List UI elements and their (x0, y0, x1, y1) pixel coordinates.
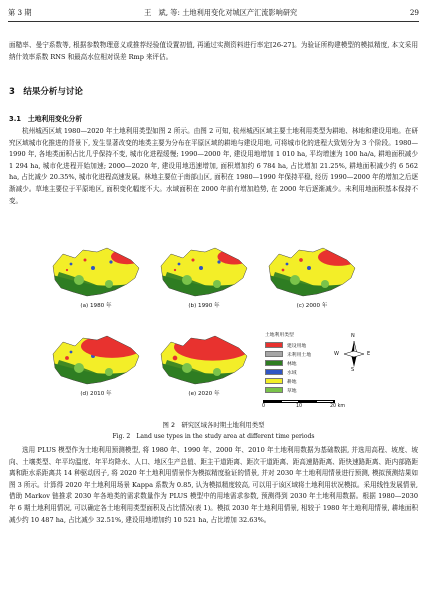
land-use-paragraph: 杭州城西区域 1980—2020 年土地利用类型如图 2 所示。由图 2 可知, 杭州城西区域主要土地利用类型为耕地、林地和建设用地。在研究区域城市化推进的背景下, 发生显著改变的地类主要为分布在平原区域的耕地与建设用地, 可将城市化的进程大致划分为 3 个阶段。1980—1990 年, 各地类面积占比几乎保持不变, 城市化进程缓慢; 1990—2000 年, 建设用地增加 1 010 ha, 平均增速为 100 ha/a, 耕地面积减少 1 294 ha, 城市化进程开始加速; 2000—2020 年, 建设用地迅速增加, 面积增加约 6 784 ha, 占比增加 21.25%, 耕地面积减少约 6 562 ha, 占比减少 20.35%, 城市化进程高速发展。林地主要位于南部山区, 面积在 1980—1990 年保持平稳, 经历 1990—2000 年的增加之后逐渐减少。草地主要位于平原地区, 面积变化幅度不大。水域面积在 2000 年前有增加趋势, 在 2000 年后逐渐减少。未利用地面积基本保持不变。 (9, 127, 418, 205)
land-use-map (49, 332, 143, 398)
journal-issue: 第 3 期 (8, 7, 32, 17)
page-header (8, 6, 419, 22)
figure-caption-en: Fig. 2 Land use types in the study area at different time periods (112, 433, 315, 440)
running-title: 王 斌, 等: 土地利用变化对城区产汇流影响研究 (144, 7, 298, 17)
map-graphic (157, 244, 251, 300)
map-label: (c) 2000 年 (296, 303, 328, 309)
legend-swatch (265, 351, 283, 357)
legend-label: 草地 (287, 388, 297, 394)
subsection-heading: 3.1 土地利用变化分析 (9, 115, 83, 123)
legend-item (265, 386, 325, 394)
legend-item (265, 359, 325, 367)
legend-swatch (265, 387, 283, 393)
land-use-map (157, 244, 251, 310)
intro-paragraph: 面糙率、曼宁系数等, 根据参数物理意义或推荐经验值设置初值, 再通过实测资料进行率定[26-27]。为验证所构建模型的模拟精度, 本文采用纳什效率系数 RNS 和最高水位相对误差 Rmp 来评估。 (9, 41, 418, 61)
legend-swatch (265, 369, 283, 375)
legend-swatch (265, 360, 283, 366)
map-label: (b) 1990 年 (188, 303, 220, 309)
land-use-map (157, 332, 251, 398)
legend (265, 331, 325, 395)
compass-n: N (351, 333, 355, 339)
legend-label: 建设用地 (287, 343, 307, 349)
scale-mid: 10 (296, 404, 303, 409)
north-arrow-icon (334, 333, 371, 373)
scale-zero: 0 (262, 404, 266, 409)
map-graphic (49, 332, 143, 388)
map-graphic (265, 244, 359, 300)
map-label: (a) 1980 年 (80, 303, 112, 309)
compass-e: E (367, 351, 371, 357)
legend-item (265, 377, 325, 385)
page-number: 29 (409, 8, 419, 17)
section-heading: 3 结果分析与讨论 (9, 87, 83, 97)
figure-2 (47, 244, 381, 416)
scale-bar (263, 400, 363, 411)
legend-swatch (265, 342, 283, 348)
legend-label: 水域 (287, 370, 297, 376)
map-label: (e) 2020 年 (188, 391, 220, 397)
compass-s: S (351, 367, 355, 373)
map-graphic (157, 332, 251, 388)
map-label: (d) 2010 年 (80, 391, 112, 397)
legend-label: 耕地 (287, 379, 297, 385)
legend-title: 土地利用类型 (265, 333, 294, 338)
prediction-paragraph: 选用 PLUS 模型作为土地利用预测模型, 将 1980 年、1990 年、2000 年、2010 年土地利用数据为基础数据, 并选用高程、坡度、坡向、土壤类型、年平均温度、年平均降水、人口、地区生产总值、距主干道距离、距次干道距离、距高速路距离、距快速路距离、距内部路距离和距水系距离共 14 种驱动因子, 将 2020 年土地利用情景作为模拟精度验证的情景, 并对 2030 年土地利用情景进行预测, 模拟预测结果如图 3 所示。计算得 2020 年土地利用场景 Kappa 系数为 0.85, 认为模拟精度较高, 可以用于该区域将土地利用状况模拟。采用线性发展情景, 借助 Markov 链推求 2030 年各地类的需求数量作为 PLUS 模型中的用地需求参数, 预测得到 2030 年土地利用数据。根据 1980—2030 年 6 期土地利用情况, 可以确定各土地利用类型面积及占比情况(表 1)。模拟 2030 年土地利用情景, 相较于 1980 年土地利用情景, 耕地面积减少约 10 487 ha, 占比减少 32.51%, 建设用地增加约 10 521 ha, 占比增加 32.63%。 (9, 446, 418, 524)
legend-label: 未利用土地 (287, 352, 311, 358)
figure-caption-cn: 图 2 研究区域各时期土地利用类型 (162, 421, 265, 429)
legend-item (265, 341, 325, 349)
legend-label: 林地 (287, 361, 297, 367)
map-graphic (49, 244, 143, 300)
land-use-map (265, 244, 359, 310)
land-use-map (49, 244, 143, 310)
legend-item (265, 368, 325, 376)
legend-swatch (265, 378, 283, 384)
scale-end: 20 km (330, 404, 346, 409)
legend-item (265, 350, 325, 358)
compass-w: W (334, 351, 339, 357)
